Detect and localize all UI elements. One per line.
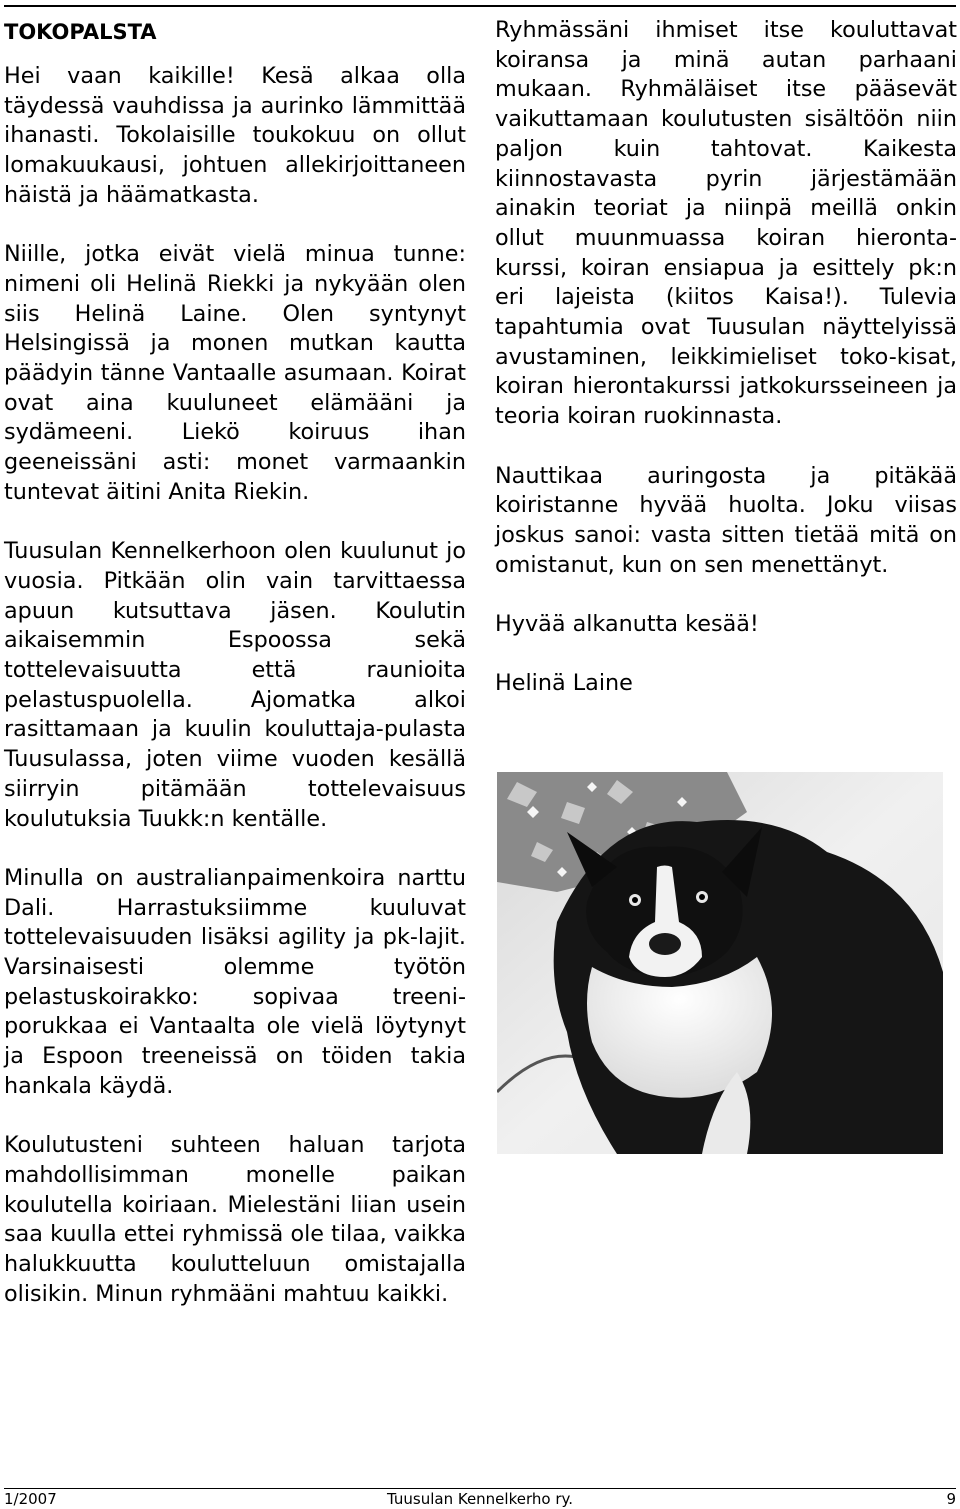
paragraph-club-history: Tuusulan Kennelkerhoon olen kuulunut jo vuosia. Pitkään olin vain tarvittaessa apuun kutsuttava jäsen. Koulutin aikaisemmin Espoossa sekä tottelevaisuutta että raunioita pelastuspuolella. Ajomatka alkoi rasittamaan ja kuulin kouluttaja-pulasta Tuusulassa, joten viime vuoden kesällä siirryin pitämään tottelevaisuus koulutuksia Tuukk:n kentälle. — [4, 538, 466, 832]
footer-rule — [4, 1488, 956, 1489]
paragraph-group-training: Ryhmässäni ihmiset itse kouluttavat koiransa ja minä autan parhaani mukaan. Ryhmäläiset itse pääsevät vaikuttamaan koulutusten sisältöön niin paljon kuin tahtovat. Kaikesta kiinnostavasta pyrin järjestämään ainakin teoriat ja niinpä meillä onkin ollut muunmuassa koiran hieronta-kurssi, koiran ensiapua ja esittely pk:n eri lajeista (kiitos Kaisa!). Tulevia tapahtumia ovat Tuusulan näyttelyissä avustaminen, leikkimieliset toko-kisat, koiran hierontakurssi jatkokursseineen ja teoria koiran ruokinnasta. — [495, 17, 957, 430]
paragraph-introduction: Niille, jotka eivät vielä minua tunne: nimeni oli Helinä Riekki ja nykyään olen siis Helinä Laine. Olen syntynyt Helsingissä ja monen mutkan kautta päädyin tänne Vantaalle asumaan. Koirat ovat aina kuuluneet elämääni ja sydämeeni. Liekö koiruus ihan geeneissäni asti: monet varmaankin tuntevat äitini Anita Riekin. — [4, 241, 466, 505]
dog-photo — [497, 772, 943, 1154]
paragraph-training-offer: Koulutusteni suhteen haluan tarjota mahdollisimman monelle paikan koulutella koiriaan. Mielestäni liian usein saa kuulla ettei ryhmissä ole tilaa, vaikka halukkuutta koulutteluun omistajalla olisikin. Minun ryhmääni mahtuu kaikki. — [4, 1132, 466, 1307]
right-column — [495, 16, 957, 729]
footer-page-number: 9 — [946, 1490, 956, 1508]
paragraph-enjoy-sun: Nauttikaa auringosta ja pitäkää koiristanne hyvää huolta. Joku viisas joskus sanoi: vasta sitten tietää mitä on omistanut, kun on sen menettänyt. — [495, 462, 957, 578]
footer-publisher: Tuusulan Kennelkerho ry. — [387, 1490, 573, 1508]
paragraph-dog-dali: Minulla on australianpaimenkoira narttu Dali. Harrastuksiimme kuuluvat tottelevaisuuden lisäksi agility ja pk-lajit. Varsinaisesti olemme työtön pelastuskoirakko: sopivaa treeni-porukkaa ei Vantaalta ole vielä löytynyt ja Espoon treeneissä on töiden takia hankala käydä. — [4, 864, 466, 1099]
left-column — [4, 16, 466, 1339]
signature: Helinä Laine — [495, 670, 633, 697]
section-title: TOKOPALSTA — [4, 20, 157, 44]
dog-nose — [649, 933, 681, 955]
top-rule — [4, 5, 956, 7]
closing-line: Hyvää alkanutta kesää! — [495, 611, 759, 638]
footer-issue: 1/2007 — [4, 1490, 57, 1508]
paragraph-greeting: Hei vaan kaikille! Kesä alkaa olla täydessä vauhdissa ja aurinko lämmittää ihanasti. Tokolaisille toukokuu on ollut lomakuukausi, johtuen allekirjoittaneen häistä ja häämatkasta. — [4, 63, 466, 208]
